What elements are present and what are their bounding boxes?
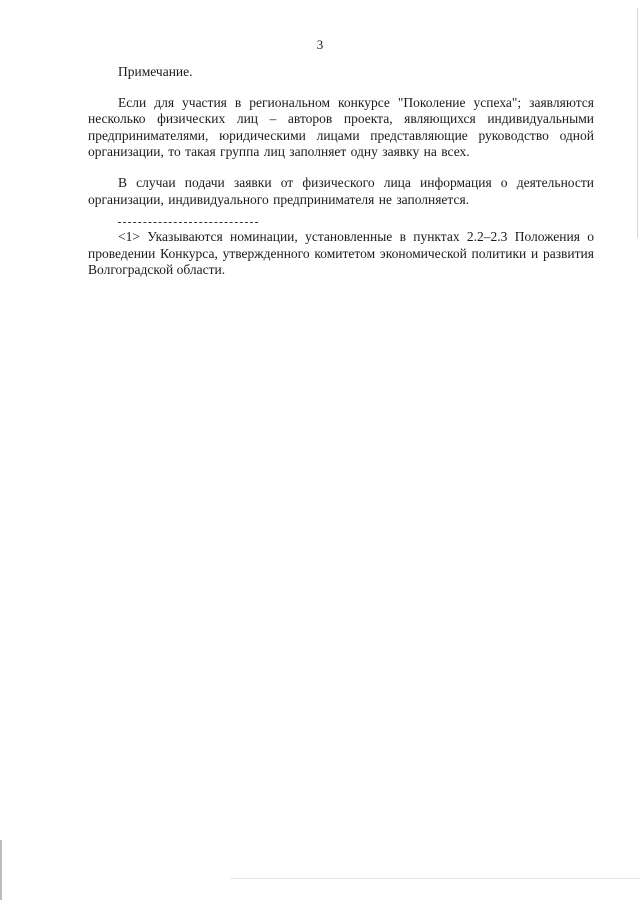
document-body — [88, 64, 594, 279]
note-paragraph-1: Если для участия в региональном конкурсе "Поколение успеха"; заявляются несколько физических лиц – авторов проекта, являющихся индивидуальными предпринимателями, юридическими лицами представляющие руководство одной организации, то такая группа лиц заполняет одну заявку на всех. — [88, 94, 594, 160]
footnote-separator — [118, 222, 258, 223]
scan-edge-mark — [637, 8, 638, 238]
note-paragraph-2: В случаи подачи заявки от физического лица информация о деятельности организации, индивидуального предпринимателя не заполняется. — [88, 174, 594, 207]
note-heading: Примечание. — [118, 64, 193, 79]
page-number: 3 — [316, 37, 324, 52]
footnote-text: <1> Указываются номинации, установленные в пунктах 2.2–2.3 Положения о проведении Конкурса, утвержденного комитетом экономической политики и развития Волгоградской области. — [88, 229, 594, 278]
scan-edge-mark — [230, 878, 640, 879]
scan-edge-mark — [0, 840, 2, 900]
